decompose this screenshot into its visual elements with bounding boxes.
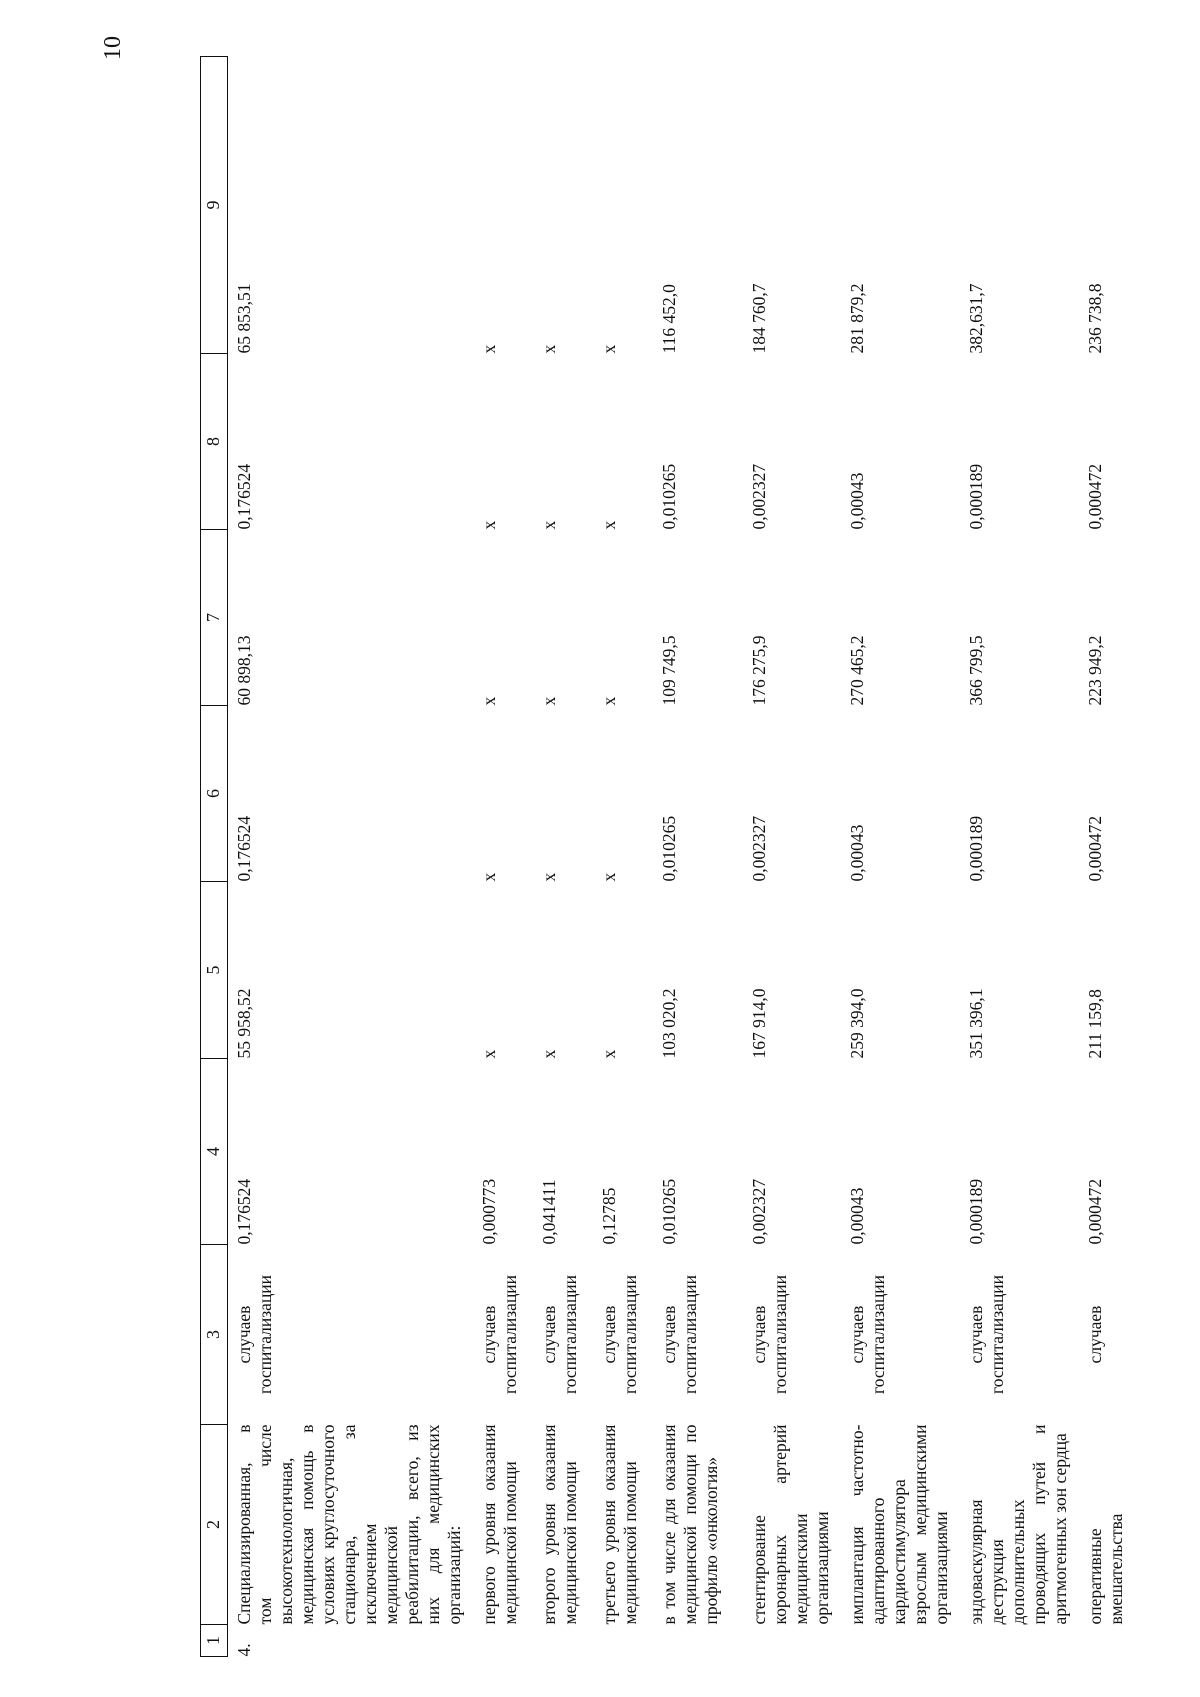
cell-col8: x <box>479 520 499 530</box>
cell-col9: 116 452,0 <box>659 284 679 354</box>
cell-col4: 0,000773 <box>479 1178 499 1245</box>
table-row <box>473 57 533 1657</box>
rotated-table-container <box>200 57 1200 1657</box>
cell-col9: 281 879,2 <box>847 283 867 354</box>
row-unit: случаев госпитализации <box>599 1274 640 1395</box>
row-unit: случаев госпитализации <box>847 1274 888 1395</box>
cell-col5: x <box>599 1049 619 1059</box>
cell-col8: 0,002327 <box>749 463 769 530</box>
cell-col7: 109 749,5 <box>659 635 679 706</box>
cell-col7: 60 898,13 <box>234 635 254 706</box>
cell-col9: x <box>479 344 499 354</box>
cell-col5: 103 020,2 <box>659 988 679 1059</box>
row-unit: случаев госпитализации <box>966 1274 1007 1395</box>
row-number <box>593 1625 653 1657</box>
cell-col4: 0,000189 <box>966 1178 986 1245</box>
cell-col8: 0,010265 <box>659 463 679 530</box>
row-name: первого уровня оказания медицинской помощи <box>479 1424 520 1625</box>
row-number <box>473 1625 533 1657</box>
table-row <box>593 57 653 1657</box>
cell-col5: 55 958,52 <box>234 988 254 1059</box>
row-unit: случаев <box>1085 1305 1105 1364</box>
header-cell-9: 9 <box>201 57 228 354</box>
cell-col8: x <box>599 520 619 530</box>
cell-col7: x <box>539 696 559 706</box>
cell-col5: x <box>539 1049 559 1059</box>
row-name: эндоваскулярная деструкция дополнительных проводящих путей и аритмогенных зон сердца <box>966 1424 1070 1625</box>
table-row <box>841 57 960 1657</box>
row-number <box>1079 1625 1135 1657</box>
cell-col8: 0,000189 <box>966 463 986 530</box>
cell-col7: 176 275,9 <box>749 635 769 706</box>
cell-col9: 382,631,7 <box>966 283 986 354</box>
cell-col4: 0,00043 <box>847 1187 867 1245</box>
row-number <box>841 1625 960 1657</box>
row-unit: случаев госпитализации <box>659 1274 700 1395</box>
header-cell-3: 3 <box>201 1245 228 1425</box>
cell-col7: 366 799,5 <box>966 635 986 706</box>
header-cell-8: 8 <box>201 354 228 530</box>
header-cell-5: 5 <box>201 882 228 1059</box>
cell-col9: 65 853,51 <box>234 283 254 354</box>
cell-col7: 270 465,2 <box>847 635 867 706</box>
cell-col6: 0,002327 <box>749 815 769 882</box>
row-number <box>653 1625 743 1657</box>
row-unit: случаев госпитализации <box>749 1274 790 1395</box>
cell-col5: 167 914,0 <box>749 988 769 1059</box>
cell-col5: 259 394,0 <box>847 988 867 1059</box>
cell-col6: 0,00043 <box>847 824 867 882</box>
table-row <box>1079 57 1135 1657</box>
row-unit: случаев госпитализации <box>539 1274 580 1395</box>
cell-col6: 0,000472 <box>1085 815 1105 882</box>
table-row <box>743 57 841 1657</box>
header-row <box>201 57 228 1657</box>
cell-col4: 0,010265 <box>659 1178 679 1245</box>
cell-col7: x <box>599 696 619 706</box>
row-number <box>743 1625 841 1657</box>
cell-col4: 0,000472 <box>1085 1178 1105 1245</box>
row-name: стентирование коронарных артерий медицинскими организациями <box>749 1424 832 1625</box>
row-unit: случаев госпитализации <box>234 1274 275 1395</box>
cell-col6: x <box>539 872 559 882</box>
row-name: второго уровня оказания медицинской помощи <box>539 1424 580 1625</box>
table-row <box>960 57 1079 1657</box>
cell-col5: 351 396,1 <box>966 988 986 1059</box>
cell-col5: 211 159,8 <box>1085 989 1105 1059</box>
cell-col8: 0,000472 <box>1085 463 1105 530</box>
cell-col4: 0,176524 <box>234 1178 254 1245</box>
row-number <box>960 1625 1079 1657</box>
cell-col8: 0,00043 <box>847 472 867 530</box>
cell-col6: 0,000189 <box>966 815 986 882</box>
table-row <box>228 57 474 1657</box>
header-cell-6: 6 <box>201 706 228 882</box>
header-cell-7: 7 <box>201 530 228 706</box>
row-name: в том числе для оказания медицинской помощи по профилю «онкология» <box>659 1424 721 1625</box>
cell-col9: x <box>599 344 619 354</box>
cell-col8: 0,176524 <box>234 463 254 530</box>
table-row <box>533 57 593 1657</box>
cell-col6: x <box>599 872 619 882</box>
row-name: имплантация частотно-адаптированного кардиостимулятора взрослым медицинскими организациями <box>847 1424 951 1625</box>
header-cell-4: 4 <box>201 1059 228 1245</box>
data-table <box>200 56 1135 1657</box>
cell-col4: 0,12785 <box>599 1187 619 1245</box>
header-cell-1: 1 <box>201 1625 228 1657</box>
row-name: Специализированная, в том числе высокотехнологичная, медицинская помощь в условиях круглосуточного стационара, за исключением медицинской реабилитации, всего, из них для медицинских организаций: <box>234 1424 464 1625</box>
table-row <box>653 57 743 1657</box>
cell-col6: 0,010265 <box>659 815 679 882</box>
cell-col6: x <box>479 872 499 882</box>
row-name: третьего уровня оказания медицинской помощи <box>599 1424 640 1625</box>
cell-col8: x <box>539 520 559 530</box>
cell-col4: 0,041411 <box>539 1179 559 1245</box>
header-cell-2: 2 <box>201 1425 228 1625</box>
cell-col9: 236 738,8 <box>1085 283 1105 354</box>
row-name: оперативные вмешательства <box>1085 1513 1126 1625</box>
cell-col9: 184 760,7 <box>749 283 769 354</box>
page-number: 10 <box>100 36 126 60</box>
row-number: 4. <box>234 1643 254 1657</box>
cell-col5: x <box>479 1049 499 1059</box>
row-number <box>533 1625 593 1657</box>
row-unit: случаев госпитализации <box>479 1274 520 1395</box>
cell-col7: 223 949,2 <box>1085 635 1105 706</box>
cell-col6: 0,176524 <box>234 815 254 882</box>
cell-col9: x <box>539 344 559 354</box>
cell-col7: x <box>479 696 499 706</box>
cell-col4: 0,002327 <box>749 1178 769 1245</box>
